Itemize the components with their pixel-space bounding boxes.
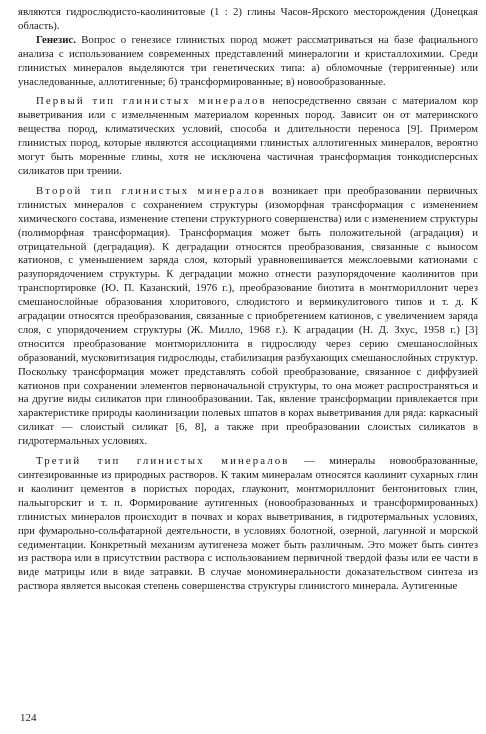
section-heading: Генезис. (36, 33, 76, 46)
paragraph-genesis (18, 34, 478, 90)
page-number: 124 (20, 712, 37, 724)
spaced-lead-phrase: Первый тип глинистых минералов (36, 95, 267, 108)
paragraph-text: являются гидрослюдисто-каолинитовые (1 : 2) глины Часов-Ярского месторождения (Донецкая область). (18, 6, 478, 32)
paragraph-second-type (18, 185, 478, 449)
spaced-lead-phrase: Второй тип глинистых минералов (36, 184, 266, 197)
paragraph-third-type (18, 455, 478, 594)
spaced-lead-phrase: Третий тип глинистых минералов (36, 455, 290, 468)
page-body (18, 6, 478, 594)
paragraph-text: Вопрос о генезисе глинистых пород может рассматриваться на базе фациального анализа с использованием современных представлений минералогии и кристаллохимии. Среди глинистых минералов выделяются три генетических типа: а) обломочные (терригенные) или унаследованные, аллотигенные; б) трансформированные; в) новообразованные. (18, 33, 478, 88)
paragraph-text: возникает при преобразовании первичных глинистых минералов с сохранением структуры (изоморфная трансформация с изменением химического состава, изменение степени структурного совершенства) или с изменением структуры (полиморфная трансформация). Трансформация может быть положительной (аградация) и отрицательной (деградация). К деградации относятся преобразования, связанные с выносом катионов, с уменьшением заряда слоя, который уравновешивается межслоевыми катионами с разупорядочением структуры. К деградации можно отнести разупорядочение каолинитов при транспортировке (Ю. П. Казанский, 1976 г.), преобразование биотита в монтмориллонит через смешанослойные образования хлоритового, слюдистого и вермикулитового типов и т. д. К аградации относятся преобразования, связанные с приобретением катионов, с увеличением заряда слоя, с упорядочением структуры (Ж. Милло, 1968 г.). К аградации (Н. Д. Зхус, 1958 г.) [3] относится преобразование монтмориллонита в гидрослюду через серию смешанослойных образований, мусковитизация гидрослюды, стабилизация разбухающих смешанослойных структур. Поскольку трансформация может представлять собой преобразование, связанное с диффузией катионов при сохранении элементов первоначальной структуры, то она может распространяться и на другие виды силикатов при глинообразовании. Так, явление трансформации привлекается при характеристике природы каолинизации полевых шпатов в корах выветривания для ряда: каркасный силикат — слоистый силикат [6, 8], а также при преобразовании слоистых силикатов в гидротермальных условиях. (18, 184, 478, 448)
paragraph-text: — минералы новообразованные, синтезированные из природных растворов. К таким минералам относятся каолинит сухарных глин и каолинит цементов в пористых породах, глауконит, монтмориллонит бентонитовых глин, пальыгорскит и т. п. Формирование аутигенных (новообразованных и трансформированных) глинистых минералов происходит в почвах и корах выветривания, в гидротермальных условиях, при фумарольно-сольфатарной деятельности, в условиях болотной, озерной, лагунной и морской седиментации. Конкретный механизм аутигенеза может быть различным. Это может быть синтез из раствора или в присутствии раствора с использованием первичной твердой фазы или ее части в виде матрицы или в виде затравки. В случае мономинеральности доказательством синтеза из раствора является высокая степень совершенства структуры глинистого минерала. Аутигенные (18, 455, 478, 593)
paragraph-first-type (18, 95, 478, 178)
paragraph-continuation (18, 6, 478, 34)
paragraph-text: непосредственно связан с материалом кор выветривания или с измельченным материалом коренных пород. Зависит он от материнского вещества пород, климатических условий, способа и длительности переноса [9]. Примером глинистых пород, которые являются ассоциациями глинистых аллотигенных минералов, вероятно могут быть моренные глины, хотя не исключена частичная трансформация тонкодисперсных силикатов при трении. (18, 95, 479, 177)
